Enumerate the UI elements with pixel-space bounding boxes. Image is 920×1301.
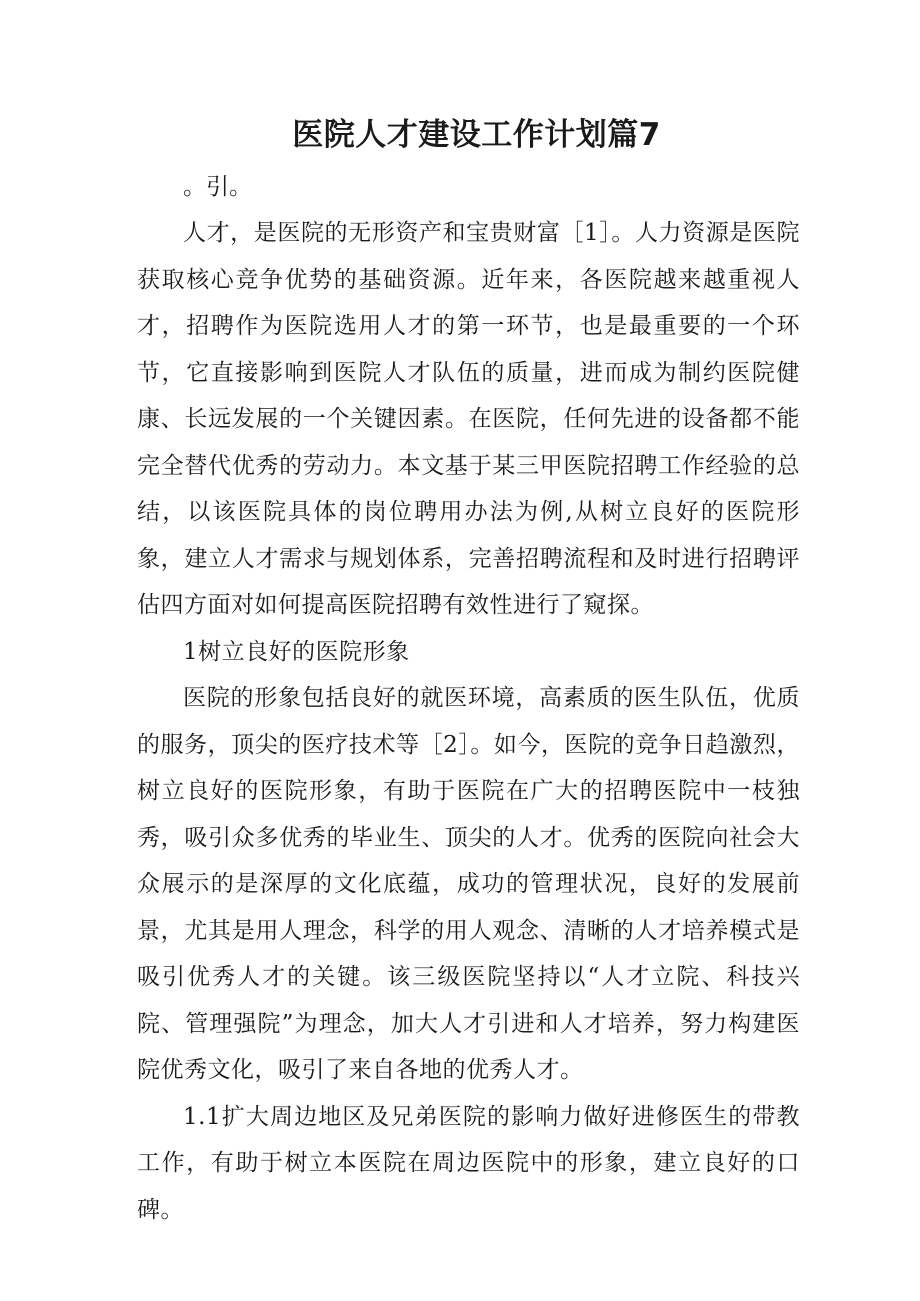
paragraph-hospital-image: 医院的形象包括良好的就医环境，高素质的医生队伍，优质的服务，顶尖的医疗技术等［2］。如今，医院的竞争日趋激烈，树立良好的医院形象，有助于医院在广大的招聘医院中一枝独秀，吸引众多优秀的毕业生、顶尖的人才。优秀的医院向社会大众展示的是深厚的文化底蕴，成功的管理状况，良好的发展前景，尤其是用人理念，科学的用人观念、清晰的人才培养模式是吸引优秀人才的关键。该三级医院坚持以“人才立院、科技兴院、管理强院”为理念，加大人才引进和人才培养，努力构建医院优秀文化，吸引了来自各地的优秀人才。 <box>137 685 800 1083</box>
document-page <box>137 106 800 1233</box>
intro-mark: 。引。 <box>183 174 252 200</box>
paragraph-section-1-1: 1.1扩大周边地区及兄弟医院的影响力做好进修医生的带教工作，有助于树立本医院在周边医院中的形象，建立良好的口碑。 <box>137 1103 800 1223</box>
section-heading-1: 1树立良好的医院形象 <box>183 638 410 665</box>
document-title: 医院人才建设工作计划篇7 <box>292 117 661 153</box>
paragraph-intro: 人才，是医院的无形资产和宝贵财富［1］。人力资源是医院获取核心竞争优势的基础资源。近年来，各医院越来越重视人才，招聘作为医院选用人才的第一环节，也是最重要的一个环节，它直接影响到医院人才队伍的质量，进而成为制约医院健康、长远发展的一个关键因素。在医院，任何先进的设备都不能完全替代优秀的劳动力。本文基于某三甲医院招聘工作经验的总结，以该医院具体的岗位聘用办法为例,从树立良好的医院形象，建立人才需求与规划体系，完善招聘流程和及时进行招聘评估四方面对如何提高医院招聘有效性进行了窥探。 <box>137 220 800 618</box>
